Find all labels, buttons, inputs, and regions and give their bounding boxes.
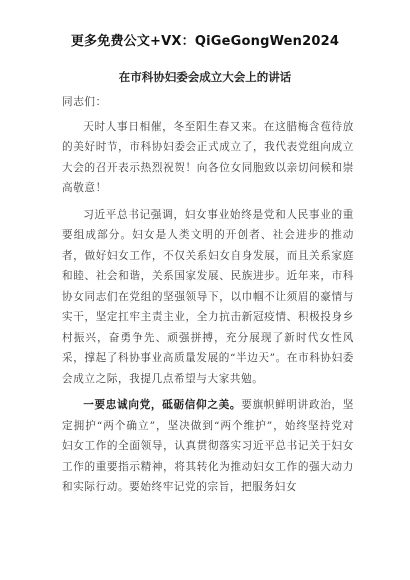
speech-body xyxy=(62,92,354,498)
paragraph-context: 习近平总书记强调，妇女事业始终是党和人民事业的重要组成部分。妇女是人类文明的开创者、社会进步的推动者，做好妇女工作，不仅关系妇女自身发展，而且关系家庭和睦、社会和谐，关系国家发展、民族进步。近年来，市科协女同志们在党组的坚强领导下，以巾帼不让须眉的豪情与实干，坚定扛牢主责主业，全力抗击新冠疫情、积极投身乡村振兴，奋勇争先、顽强拼搏，充分展现了新时代女性风采，撑起了科协事业高质量发展的“半边天”。在市科协妇委会成立之际，我提几点希望与大家共勉。 xyxy=(62,208,354,385)
paragraph-opening: 天时人事日相催，冬至阳生春又来。在这腊梅含苞待放的美好时节，市科协妇委会正式成立了，我代表党组向成立大会的召开表示热烈祝贺！向各位女同胞致以亲切问候和崇高敬意！ xyxy=(62,120,354,194)
salutation: 同志们： xyxy=(62,96,107,108)
point-one-heading: 一要忠诚向党，砥砺信仰之美。 xyxy=(83,399,242,411)
paragraph-point-one xyxy=(62,395,354,498)
speech-title: 在市科协妇委会成立大会上的讲话 xyxy=(118,70,292,84)
point-one-text: 要旗帜鲜明讲政治，坚定拥护“两个确立”，坚决做到“两个维护”，始终坚持党对妇女工作的全面领导，认真贯彻落实习近平总书记关于妇女工作的重要指示精神，将其转化为推动妇女工作的强大动力和实际行动。要始终牢记党的宗旨，把服务妇女 xyxy=(62,399,354,493)
watermark-header: 更多免费公文+VX：QiGeGongWen2024 xyxy=(70,34,340,49)
